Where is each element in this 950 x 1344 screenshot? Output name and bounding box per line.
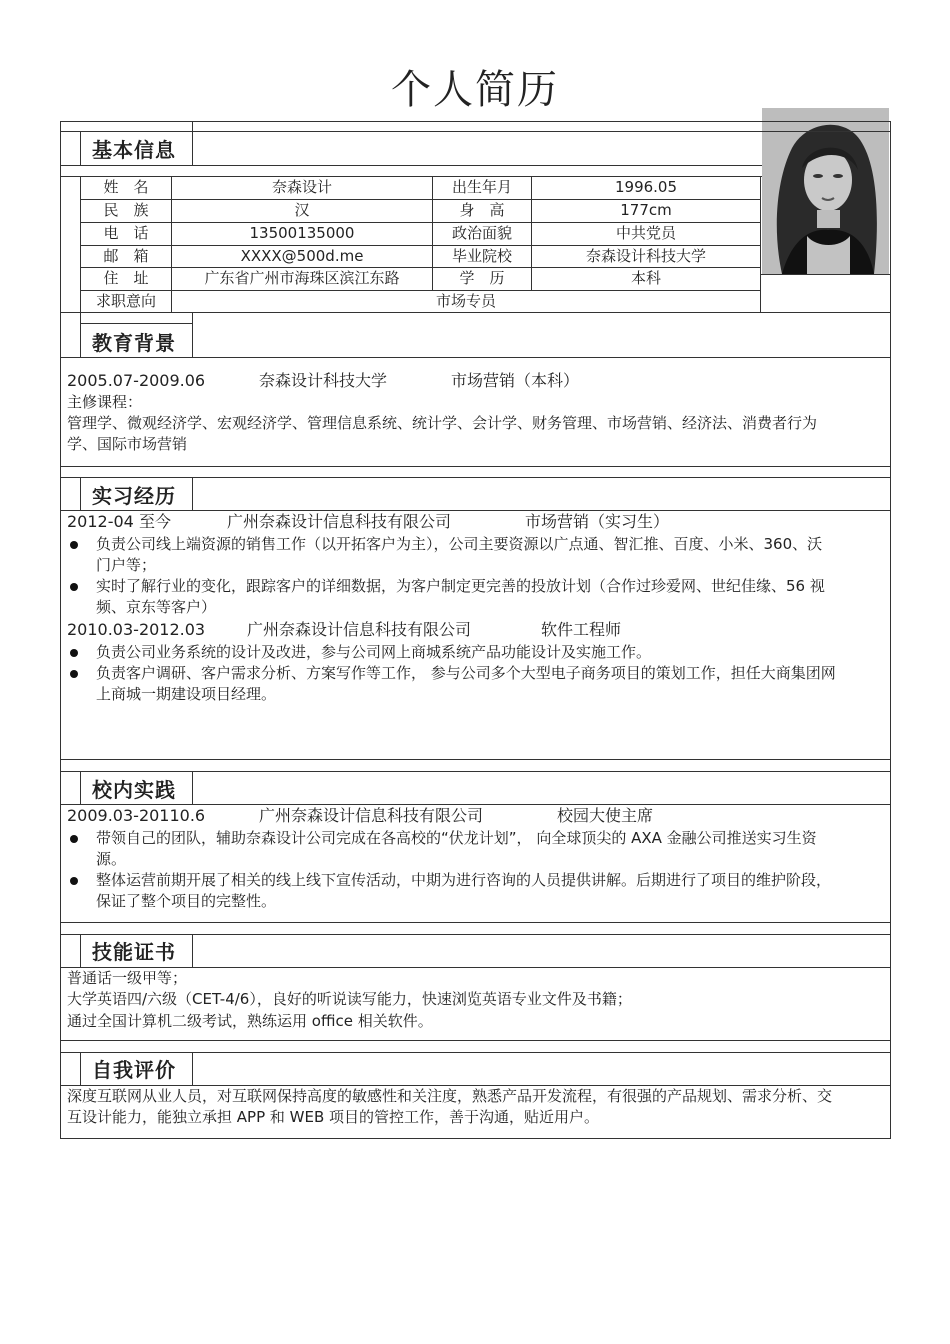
intern-label-right [192,477,193,510]
value-name: 奈森设计 [271,178,332,196]
edu-label-right [192,312,193,357]
skills-left [60,922,61,1040]
self-left [60,1040,61,1138]
label-email: 邮 箱 [103,247,149,265]
section-title-education: 教育背景 [92,331,176,355]
intern-company: 广州奈森设计信息科技有限公司 [247,620,472,639]
value-school: 奈森设计科技大学 [585,247,706,265]
bullet-dot-icon [70,835,78,843]
skills-right [890,922,891,1040]
value-birth: 1996.05 [614,178,678,196]
skill-item: 大学英语四/六级（CET-4/6），良好的听说读写能力，快速浏览英语专业文件及书籍； [67,990,632,1008]
edu-label-top [80,323,192,324]
skills-bottom [60,1040,891,1041]
value-intent: 市场专员 [435,292,496,310]
bullet-line: 负责客户调研、客户需求分析、方案写作等工作， 参与公司多个大型电子商务项目的策划工作，担任大商集团网 [96,664,836,682]
self-label-right [192,1052,193,1085]
campus-company: 广州奈森设计信息科技有限公司 [259,806,484,825]
portrait-image [762,108,889,274]
campus-bullet [60,828,888,870]
campus-period: 2009.03-20110.6 [67,806,206,825]
profile-photo [762,108,889,274]
skills-label-left [80,934,81,967]
bullet-line: 保证了整个项目的完整性。 [96,892,277,910]
campus-role: 校园大使主席 [557,806,654,825]
bullet-dot-icon [70,670,78,678]
edu-major: 市场营销（本科） [451,371,580,390]
edu-header-bottom [60,357,891,358]
bullet-dot-icon [70,583,78,591]
bullet-line: 整体运营前期开展了相关的线上线下宣传活动，中期为进行咨询的人员提供讲解。后期进行了项目的维护阶段， [96,871,832,889]
self-inner-top [60,1052,891,1053]
label-birth: 出生年月 [451,178,512,196]
campus-bullet [60,870,888,912]
self-eval-line: 互设计能力，能独立承担 APP 和 WEB 项目的管控工作，善于沟通，贴近用户。 [67,1108,600,1126]
edu-period: 2005.07-2009.06 [67,371,206,390]
intern-period: 2010.03-2012.03 [67,620,206,639]
self-label-left [80,1052,81,1085]
value-phone: 13500135000 [249,224,355,242]
label-intent: 求职意向 [95,292,156,310]
edu-bottom [60,466,891,467]
edu-label-left [80,312,81,357]
table-col4 [760,176,761,312]
self-eval-line: 深度互联网从业人员，对互联网保持高度的敏感性和关注度，熟悉产品开发流程，有很强的产品规划、需求分析、交 [67,1087,833,1105]
bullet-line: 门户等； [96,556,157,574]
basic-label-right [192,121,193,165]
intern-label-left [80,477,81,510]
label-politics: 政治面貌 [451,224,512,242]
section-title-self: 自我评价 [92,1058,176,1082]
edu-courses-line1: 管理学、微观经济学、宏观经济学、管理信息系统、统计学、会计学、财务管理、市场营销、经济法、消费者行为 [67,414,818,432]
skill-item: 通过全国计算机二级考试，熟练运用 office 相关软件。 [67,1012,433,1030]
intern-role: 市场营销（实习生） [525,512,670,531]
campus-right [890,759,891,922]
bullet-line: 频、京东等客户） [96,598,217,616]
section-title-skills: 技能证书 [92,940,176,964]
intern-period: 2012-04 至今 [67,512,171,531]
label-address: 住 址 [103,269,149,287]
label-height: 身 高 [459,201,505,219]
skill-item: 普通话一级甲等； [67,969,188,987]
bullet-dot-icon [70,877,78,885]
campus-entry [67,805,653,827]
label-school: 毕业院校 [451,247,512,265]
bullet-line: 实时了解行业的变化，跟踪客户的详细数据，为客户制定更完善的投放计划（合作过珍爱网、世纪佳缘、56 视 [96,577,825,595]
basic-left-border [60,121,61,312]
bullet-dot-icon [70,649,78,657]
skills-inner-top [60,934,891,935]
campus-inner-top [60,771,891,772]
skills-label-right [192,934,193,967]
intern-bullet [60,534,888,576]
basic-label-left [80,131,81,165]
campus-bottom [60,922,891,923]
value-height: 177cm [620,201,672,219]
intern-bullet [60,663,888,705]
bullet-line: 带领自己的团队，辅助奈森设计公司完成在各高校的“伏龙计划”， 向全球顶尖的 AXA 金融公司推送实习生资 [96,829,817,847]
self-right [890,1040,891,1138]
basic-header-bottom [60,165,762,166]
value-politics: 中共党员 [615,224,676,242]
intern-bullet [60,576,888,618]
section-title-basic: 基本信息 [92,138,176,162]
intern-bottom [60,759,891,760]
label-ethnic: 民 族 [103,201,149,219]
education-entry [67,370,579,392]
section-title-internship: 实习经历 [92,484,176,508]
intern-company: 广州奈森设计信息科技有限公司 [227,512,452,531]
intern-role: 软件工程师 [541,620,622,639]
intern-entry-2 [67,619,621,641]
page-title: 个人简历 [391,67,559,113]
campus-label-left [80,771,81,804]
bullet-line: 负责公司线上端资源的销售工作（以开拓客户为主），公司主要资源以广点通、智汇推、百度、小米、360、沃 [96,535,823,553]
bullet-line: 上商城一期建设项目经理。 [96,685,277,703]
value-email: XXXX@500d.me [240,247,364,265]
bullet-line: 源。 [96,850,127,868]
basic-right-border [890,121,891,312]
edu-right [890,312,891,466]
value-ethnic: 汉 [294,201,310,219]
basic-top-border [60,121,891,122]
bullet-dot-icon [70,541,78,549]
edu-school: 奈森设计科技大学 [259,371,388,390]
bullet-line: 负责公司业务系统的设计及改进，参与公司网上商城系统产品功能设计及实施工作。 [96,643,652,661]
label-degree: 学 历 [459,269,505,287]
value-address: 广东省广州市海珠区滨江东路 [204,269,400,287]
photo-bottom [760,274,891,275]
value-degree: 本科 [630,269,661,287]
self-bottom [60,1138,891,1139]
basic-inner-border [60,131,891,132]
intern-bullet [60,642,888,663]
section-title-campus: 校内实践 [92,778,176,802]
label-phone: 电 话 [103,224,149,242]
label-name: 姓 名 [103,178,149,196]
intern-inner-top [60,477,891,478]
edu-courses-line2: 学、国际市场营销 [67,435,188,453]
edu-left [60,312,61,466]
campus-label-right [192,771,193,804]
edu-courses-label: 主修课程： [67,393,143,411]
intern-entry-1 [67,511,669,533]
